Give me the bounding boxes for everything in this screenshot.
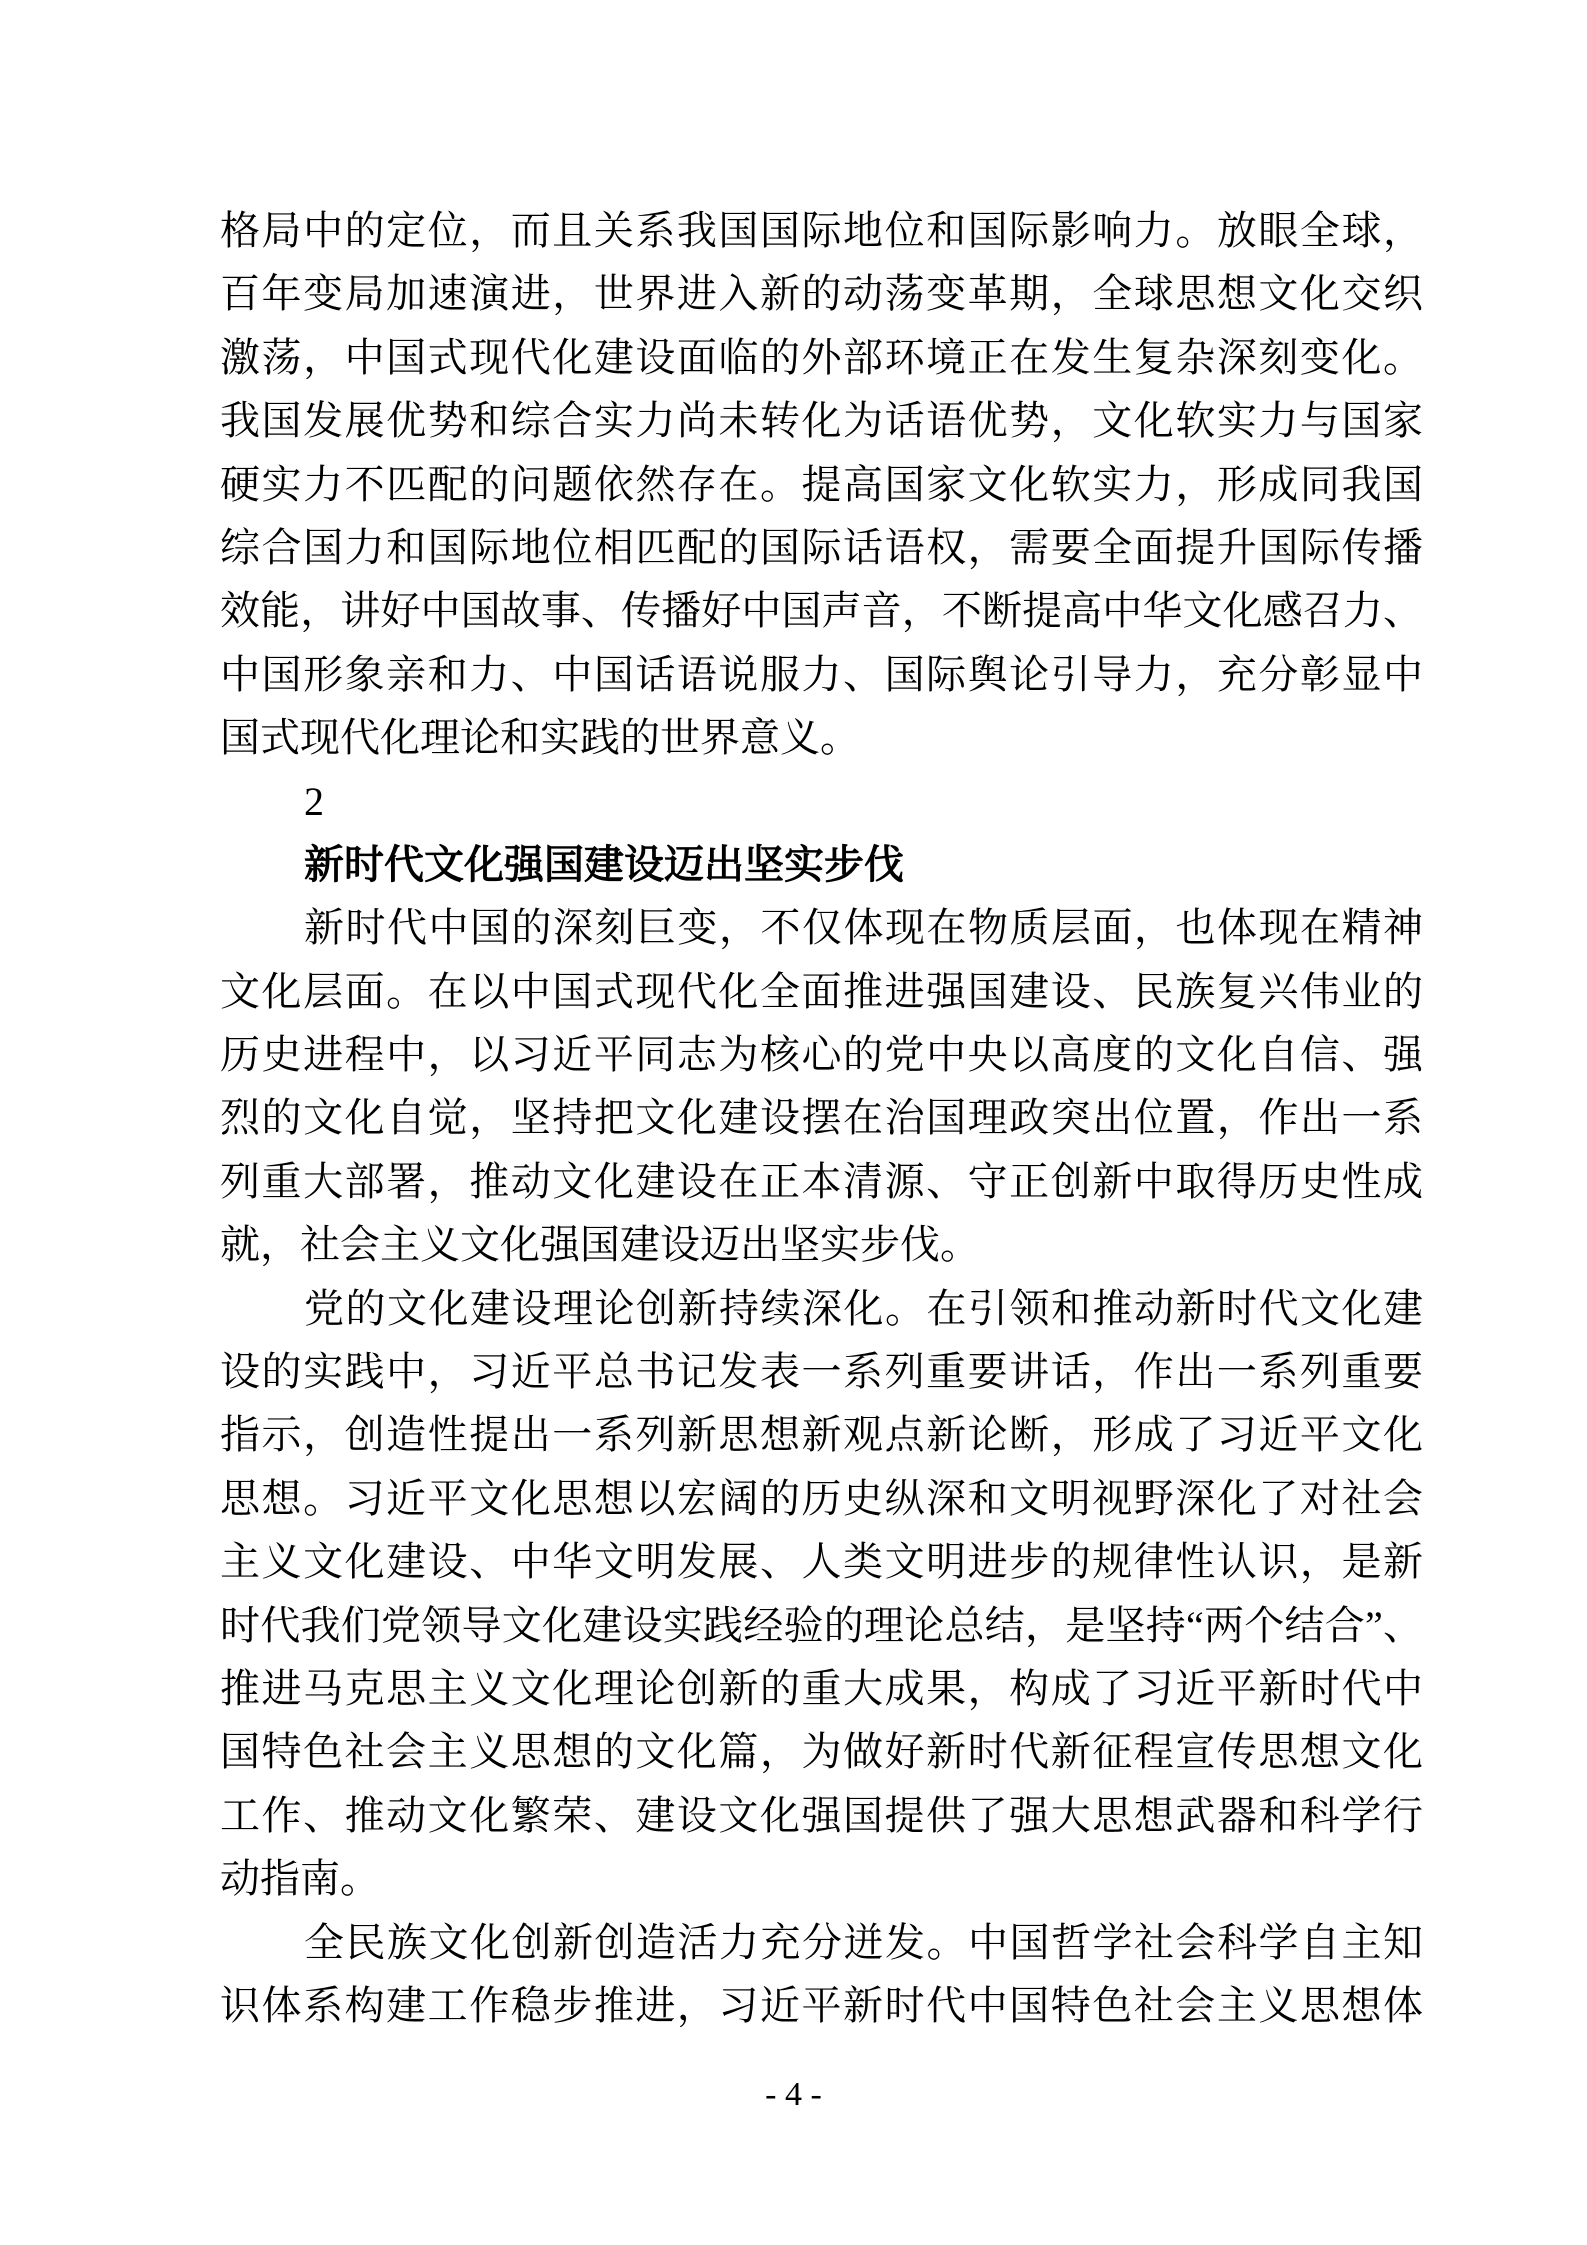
text-line: 中国形象亲和力、中国话语说服力、国际舆论引导力，充分彰显中 — [220, 651, 1423, 697]
paragraph — [220, 199, 1423, 770]
text-line: 历史进程中，以习近平同志为核心的党中央以高度的文化自信、强 — [220, 1032, 1423, 1078]
text-line: 指示，创造性提出一系列新思想新观点新论断，形成了习近平文化 — [220, 1412, 1423, 1458]
page-number: - 4 - — [765, 2076, 822, 2113]
paragraph — [220, 896, 1423, 1276]
paragraph — [220, 1911, 1423, 2038]
text-line: 推进马克思主义文化理论创新的重大成果，构成了习近平新时代中 — [220, 1665, 1423, 1711]
text-line: 文化层面。在以中国式现代化全面推进强国建设、民族复兴伟业的 — [220, 968, 1423, 1014]
text-line: 格局中的定位，而且关系我国国际地位和国际影响力。放眼全球， — [220, 208, 1423, 253]
paragraph — [220, 1277, 1423, 1911]
text-line: 识体系构建工作稳步推进，习近平新时代中国特色社会主义思想体 — [220, 1982, 1423, 2028]
text-line: 党的文化建设理论创新持续深化。在引领和推动新时代文化建 — [304, 1285, 1423, 1331]
text-line: 就，社会主义文化强国建设迈出坚实步伐。 — [220, 1222, 980, 1268]
text-line: 综合国力和国际地位相匹配的国际话语权，需要全面提升国际传播 — [220, 524, 1423, 570]
text-line: 时代我们党领导文化建设实践经验的理论总结，是坚持“两个结合”、 — [220, 1602, 1423, 1648]
body-text — [220, 199, 1423, 2037]
text-line: 烈的文化自觉，坚持把文化建设摆在治国理政突出位置，作出一系 — [220, 1095, 1423, 1141]
text-line: 硬实力不匹配的问题依然存在。提高国家文化软实力，形成同我国 — [220, 461, 1423, 507]
section-heading: 新时代文化强国建设迈出坚实步伐 — [304, 841, 904, 887]
text-line: 动指南。 — [220, 1856, 380, 1902]
text-line: 我国发展优势和综合实力尚未转化为话语优势，文化软实力与国家 — [220, 398, 1423, 444]
text-line: 设的实践中，习近平总书记发表一系列重要讲话，作出一系列重要 — [220, 1349, 1423, 1395]
section-number: 2 — [304, 778, 324, 824]
text-line: 思想。习近平文化思想以宏阔的历史纵深和文明视野深化了对社会 — [220, 1475, 1423, 1521]
text-line: 主义文化建设、中华文明发展、人类文明进步的规律性认识，是新 — [220, 1539, 1423, 1585]
text-line: 百年变局加速演进，世界进入新的动荡变革期，全球思想文化交织 — [220, 271, 1423, 317]
text-line: 国式现代化理论和实践的世界意义。 — [220, 715, 860, 761]
text-line: 全民族文化创新创造活力充分迸发。中国哲学社会科学自主知 — [304, 1919, 1423, 1965]
text-line: 效能，讲好中国故事、传播好中国声音，不断提高中华文化感召力、 — [220, 588, 1423, 634]
text-line: 国特色社会主义思想的文化篇，为做好新时代新征程宣传思想文化 — [220, 1729, 1423, 1775]
text-line: 列重大部署，推动文化建设在正本清源、守正创新中取得历史性成 — [220, 1158, 1423, 1204]
text-line: 激荡，中国式现代化建设面临的外部环境正在发生复杂深刻变化。 — [220, 334, 1423, 380]
text-line: 新时代中国的深刻巨变，不仅体现在物质层面，也体现在精神 — [304, 905, 1423, 951]
text-line: 工作、推动文化繁荣、建设文化强国提供了强大思想武器和科学行 — [220, 1792, 1423, 1838]
